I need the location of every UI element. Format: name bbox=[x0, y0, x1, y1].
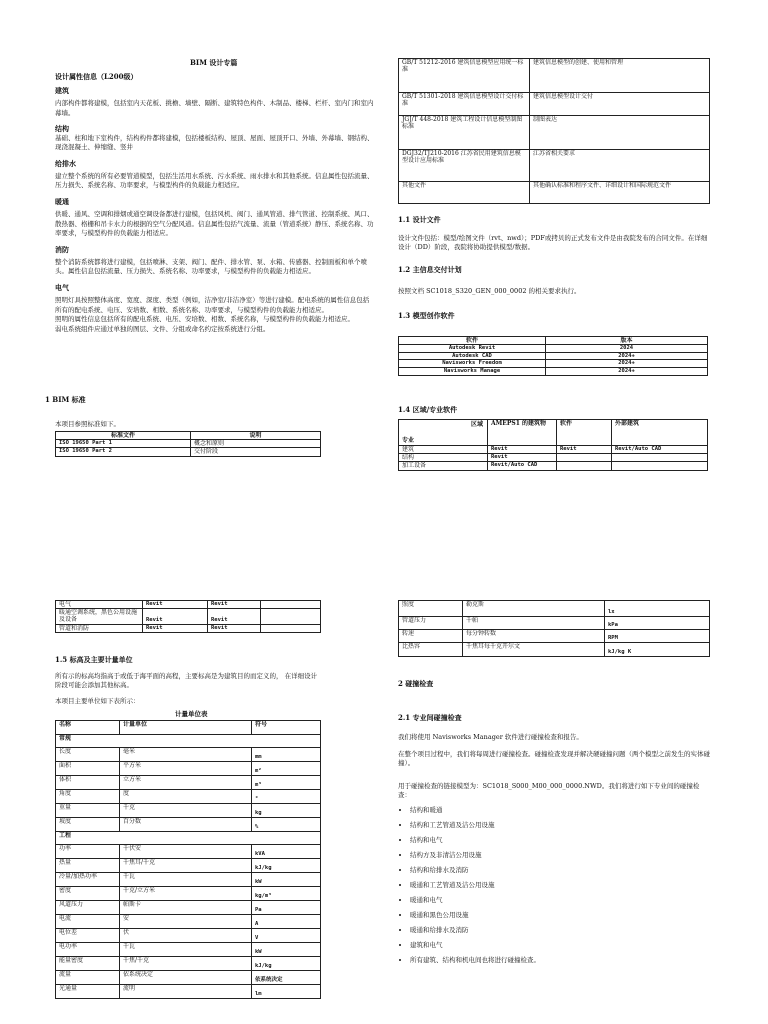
table-cell: GB/T 51212-2016 建筑信息模型应用统一标准 bbox=[399, 59, 530, 93]
table-cell: m³ bbox=[252, 776, 321, 790]
table-cell: Navisworks Manage bbox=[399, 367, 546, 375]
standards-table bbox=[55, 431, 321, 457]
table-row bbox=[56, 929, 321, 943]
table-cell: 结构 bbox=[399, 454, 488, 462]
table-cell: 2024+ bbox=[546, 352, 708, 360]
table-cell: Revit bbox=[208, 601, 261, 609]
table-cell: 千焦/千克 bbox=[120, 957, 252, 971]
section-1-2-heading: 1.2 主信息交付计划 bbox=[398, 265, 462, 274]
subtitle: 设计属性信息（L200级） bbox=[55, 72, 138, 81]
section-heading: 消防 bbox=[55, 244, 69, 254]
table-row bbox=[56, 859, 321, 873]
table-cell: 转速 bbox=[399, 630, 463, 643]
table-cell: 安 bbox=[120, 915, 252, 929]
col-header: 说明 bbox=[191, 432, 321, 440]
table-cell: 立方米 bbox=[120, 776, 252, 790]
section-2-1-p3: 用于碰撞检查的链接模型为：SC1018_S000_M00_000_0000.NWD。我们将进行如下专业间的碰撞检查： bbox=[398, 782, 700, 800]
table-cell: 毫米 bbox=[120, 748, 252, 762]
table-cell: 电气 bbox=[56, 601, 143, 609]
table-cell: 照度 bbox=[399, 601, 463, 617]
table-cell: 千帕 bbox=[463, 617, 605, 630]
table-row bbox=[56, 957, 321, 971]
page-title: BIM 设计专篇 bbox=[190, 58, 238, 67]
section-1-1-text: 设计文件包括：模型/绘图文件（rvt、nwd）；PDF或拷贝的正式发布文件是由我院发布的合同文件。在详细设计（DD）阶段，我院将协助提供模型/数据。 bbox=[398, 234, 708, 252]
section-1-3-heading: 1.3 模型创作软件 bbox=[398, 311, 455, 320]
table-cell: 度 bbox=[120, 790, 252, 804]
table-cell: 光通量 bbox=[56, 985, 120, 999]
table-cell: Revit bbox=[143, 601, 208, 609]
clash-check-list bbox=[398, 803, 722, 968]
table-row bbox=[399, 93, 710, 116]
section-text: 照明灯具按照整体高度、宽度、深度、类型（例如，洁净室/非洁净室）等进行建模。配电系统的属性信息包括所有的配电系统、电压、安培数、相数、系统名称、功率要求，与模型构件的负载能力相适应。 bbox=[55, 296, 370, 314]
table-cell: 2024+ bbox=[546, 360, 708, 368]
table-row bbox=[56, 901, 321, 915]
section-1-5-text: 所有示的标高均指高于或低于海平面的高程，主要标高是为建筑目的而定义的， 在详细设计阶段可能会添加其他标高。 bbox=[55, 672, 318, 690]
table-cell bbox=[557, 454, 612, 462]
table-cell: RPM bbox=[605, 630, 710, 643]
table-cell: 交付阶段 bbox=[191, 448, 321, 456]
table-cell: 坡度 bbox=[56, 818, 120, 832]
col-header: 符号 bbox=[252, 721, 321, 735]
units-table bbox=[55, 720, 321, 999]
table-row bbox=[56, 448, 321, 456]
section-heading: 结构 bbox=[55, 124, 69, 134]
table-cell: Autodesk Revit bbox=[399, 345, 546, 353]
table-cell: Pa bbox=[252, 901, 321, 915]
table-cell bbox=[612, 454, 708, 462]
section-2-heading: 2 碰撞检查 bbox=[398, 679, 434, 688]
table-row bbox=[56, 985, 321, 999]
table-cell: ° bbox=[252, 790, 321, 804]
table-cell: 管道和消防 bbox=[56, 624, 143, 632]
table-cell: V bbox=[252, 929, 321, 943]
units-table-continued bbox=[398, 600, 710, 657]
table-cell: GB/T 51301-2018 建筑信息模型设计交付标准 bbox=[399, 93, 530, 116]
table-row bbox=[56, 790, 321, 804]
table-cell: 加工设备 bbox=[399, 462, 488, 470]
table-cell: 千焦耳每千克开尔文 bbox=[463, 643, 605, 657]
table-group-row bbox=[56, 832, 321, 845]
table-cell: 依系统决定 bbox=[120, 971, 252, 985]
units-caption: 计量单位表 bbox=[175, 710, 208, 718]
table-cell: 平方米 bbox=[120, 762, 252, 776]
table-row bbox=[56, 887, 321, 901]
table-cell: Revit/Auto CAD bbox=[612, 446, 708, 454]
table-cell bbox=[557, 462, 612, 470]
section-1-2-text: 按照文档 SC1018_S320_GEN_000_0002 的相关要求执行。 bbox=[398, 287, 581, 295]
table-row bbox=[399, 454, 708, 462]
table-cell: m² bbox=[252, 762, 321, 776]
table-cell: 每分钟转数 bbox=[463, 630, 605, 643]
software-table bbox=[398, 336, 708, 376]
table-cell: 体积 bbox=[56, 776, 120, 790]
table-group-row bbox=[56, 735, 321, 748]
extra-text: 弱电系统组件应通过单独的图层、文件、分组或命名约定按系统进行分组。 bbox=[55, 324, 270, 333]
table-row bbox=[399, 352, 708, 360]
section-heading: 给排水 bbox=[55, 158, 76, 168]
group-label: 工程 bbox=[56, 832, 321, 845]
list-item: • 暖通和给排水及消防 bbox=[410, 923, 722, 938]
table-cell: kJ/kg bbox=[252, 859, 321, 873]
table-row bbox=[56, 762, 321, 776]
table-row bbox=[399, 462, 708, 470]
table-cell: 制图表达 bbox=[530, 116, 710, 150]
table-row bbox=[399, 116, 710, 150]
col-header: 名称 bbox=[56, 721, 120, 735]
table-cell: mm bbox=[252, 748, 321, 762]
table-cell: 千瓦 bbox=[120, 873, 252, 887]
table-row bbox=[56, 845, 321, 859]
table-cell: Revit bbox=[208, 624, 261, 632]
table-cell bbox=[261, 601, 321, 609]
table-cell: 冷量/加热功率 bbox=[56, 873, 120, 887]
table-cell: % bbox=[252, 818, 321, 832]
table-row bbox=[399, 59, 710, 93]
section-1-5-heading: 1.5 标高及主要计量单位 bbox=[55, 655, 133, 664]
section-heading: 建筑 bbox=[55, 86, 69, 95]
table-cell: kW bbox=[252, 943, 321, 957]
table-cell: lx bbox=[605, 601, 710, 617]
table-row bbox=[399, 643, 710, 657]
table-row bbox=[56, 818, 321, 832]
table-row bbox=[56, 943, 321, 957]
table-cell: Autodesk CAD bbox=[399, 352, 546, 360]
table-row bbox=[399, 446, 708, 454]
section-text: 内部构件都将建模，包括室内天花板、挑檐、墙壁、隔断、建筑特色构件、木制品、楼梯、栏杆、室内门和室内幕墙。 bbox=[55, 99, 374, 117]
table-cell: 流量 bbox=[56, 971, 120, 985]
table-cell: 暖通空调系统，黑色公用设施及设备 bbox=[56, 609, 143, 624]
col-header: 软件 bbox=[557, 420, 612, 446]
table-cell: Revit bbox=[488, 446, 557, 454]
list-item: • 结构和电气 bbox=[410, 833, 722, 848]
col-header: AMEPS1 的建筑物 bbox=[488, 420, 557, 446]
table-cell: DGJ32/TJ210-2016 江苏省民用建筑信息模型设计应用标准 bbox=[399, 150, 530, 182]
standards-table-continued bbox=[398, 58, 710, 204]
section-2-1-p1: 我们将使用 Navisworks Manager 软件进行碰撞检查和报告。 bbox=[398, 733, 583, 741]
zone-table-continued bbox=[55, 600, 321, 633]
major-label: 专业 bbox=[402, 436, 415, 444]
table-row bbox=[399, 617, 710, 630]
list-item: • 结构和给排水及消防 bbox=[410, 863, 722, 878]
table-cell: 建筑 bbox=[399, 446, 488, 454]
table-cell bbox=[261, 624, 321, 632]
section-2-1-heading: 2.1 专业间碰撞检查 bbox=[398, 713, 462, 722]
table-cell: 勒克斯 bbox=[463, 601, 605, 617]
section-1-1-heading: 1.1 设计文件 bbox=[398, 215, 441, 224]
table-row bbox=[56, 971, 321, 985]
table-cell: 千克/立方米 bbox=[120, 887, 252, 901]
table-cell: Revit bbox=[143, 624, 208, 632]
table-row bbox=[399, 360, 708, 368]
table-cell: Revit bbox=[208, 609, 261, 624]
table-cell: Navisworks Freedom bbox=[399, 360, 546, 368]
table-cell bbox=[612, 462, 708, 470]
table-cell: 千克 bbox=[120, 804, 252, 818]
section-heading: 电气 bbox=[55, 282, 69, 292]
section-2-1-p2: 在整个项目过程中，我们将每周进行碰撞检查。碰撞检查发现并解决硬碰撞问题（两个模型之前发生的实体碰撞）。 bbox=[398, 750, 710, 768]
list-item: • 暖通和黑色公用设施 bbox=[410, 908, 722, 923]
table-row bbox=[56, 804, 321, 818]
table-cell: 角度 bbox=[56, 790, 120, 804]
table-cell: 长度 bbox=[56, 748, 120, 762]
table-cell: 建筑信息模型的创建、使用和管理 bbox=[530, 59, 710, 93]
table-cell: 千瓦 bbox=[120, 943, 252, 957]
table-cell: 比热容 bbox=[399, 643, 463, 657]
list-item: • 结构和暖通 bbox=[410, 803, 722, 818]
table-cell: 依系统决定 bbox=[252, 971, 321, 985]
col-header: 外部建筑 bbox=[612, 420, 708, 446]
table-cell: 概念和原则 bbox=[191, 440, 321, 448]
list-item: • 暖通和电气 bbox=[410, 893, 722, 908]
table-cell: Revit bbox=[557, 446, 612, 454]
table-cell: 2024+ bbox=[546, 367, 708, 375]
group-label: 常规 bbox=[56, 735, 321, 748]
extra-text: 照明的属性信息包括所有的配电系统、电压、安培数、相数、系统名称，与模型构件的负载能力相适应。 bbox=[55, 315, 354, 324]
table-cell: 电功率 bbox=[56, 943, 120, 957]
list-item: • 暖通和工艺管道及洁公用设施 bbox=[410, 878, 722, 893]
table-cell: A bbox=[252, 915, 321, 929]
section-text: 基础、柱和地下室构件，结构构件都将建模，包括楼板结构、屋顶、屋面、屋顶开口、外墙、外幕墙、钢结构、现浇混凝土、伸缩缝、竖井 bbox=[55, 133, 374, 152]
list-item: • 结构和工艺管道及洁公用设施 bbox=[410, 818, 722, 833]
corner-header bbox=[399, 420, 488, 446]
table-cell: 千伏安 bbox=[120, 845, 252, 859]
section-heading: 暖通 bbox=[55, 196, 69, 206]
table-cell: kPa bbox=[605, 617, 710, 630]
table-cell: 电位差 bbox=[56, 929, 120, 943]
table-cell: 2024 bbox=[546, 345, 708, 353]
section-text: 供暖、通风、空调和排烟或通空调设备都进行建模，包括风机、阀门、通风管道、排气管道、控制系统、风口、散热器、格栅和吊卡水力的根据的空气分配风道。信息属性包括气流量、流量（管道系统）静压、系统名称、功率要求，与模型构件的负载能力相适应。 bbox=[55, 210, 374, 238]
table-row bbox=[399, 150, 710, 182]
table-cell: kVA bbox=[252, 845, 321, 859]
table-row bbox=[56, 440, 321, 448]
table-cell: 其他文件 bbox=[399, 182, 530, 204]
section-text: 整个消防系统都将进行建模，包括喷淋、支架、阀门、配件、排水管、泵、水箱、传感器、控制面板和单个喷头。属性信息包括流量、压力损失、系统名称、功率要求，与模型构件的负载能力相适应。 bbox=[55, 257, 367, 276]
table-cell: 热量 bbox=[56, 859, 120, 873]
table-cell: 电流 bbox=[56, 915, 120, 929]
section-text: 建立整个系统的所有必要管道模型，包括生活用水系统、污水系统、雨水排水和其他系统。信息属性包括流量、压力损失、系统名称、功率要求，与模型构件的负载能力相适应。 bbox=[55, 172, 374, 190]
table-cell: 流明 bbox=[120, 985, 252, 999]
table-cell: kJ/kg bbox=[252, 957, 321, 971]
section-1-4-heading: 1.4 区域/专业软件 bbox=[398, 405, 458, 414]
table-cell: 伏 bbox=[120, 929, 252, 943]
table-cell: 风道压力 bbox=[56, 901, 120, 915]
table-cell: ISO 19650 Part 1 bbox=[56, 440, 191, 448]
table-cell: 其他确认标准和程序文件、详细设计和国际规范文件 bbox=[530, 182, 710, 204]
table-cell: ISO 19650 Part 2 bbox=[56, 448, 191, 456]
col-header: 标准文件 bbox=[56, 432, 191, 440]
design-attributes bbox=[55, 86, 375, 334]
units-intro: 本项目主要单位如下表所示： bbox=[55, 697, 140, 705]
table-row bbox=[399, 367, 708, 375]
table-row bbox=[399, 345, 708, 353]
table-cell: 面积 bbox=[56, 762, 120, 776]
table-row bbox=[56, 776, 321, 790]
table-cell: JGJ/T 448-2018 建筑工程设计信息模型制图标准 bbox=[399, 116, 530, 150]
table-row bbox=[56, 873, 321, 887]
table-cell: 建筑信息模型设计交付 bbox=[530, 93, 710, 116]
table-row bbox=[399, 601, 710, 617]
table-cell: 管道压力 bbox=[399, 617, 463, 630]
table-row bbox=[56, 601, 321, 609]
table-cell: kg bbox=[252, 804, 321, 818]
list-item: • 所有建筑、结构和机电间也将进行碰撞检查。 bbox=[410, 953, 722, 968]
table-row bbox=[399, 182, 710, 204]
table-cell: 江苏省相关要求 bbox=[530, 150, 710, 182]
bim-standards-heading: 1 BIM 标准 bbox=[45, 395, 86, 404]
table-cell: kJ/kg K bbox=[605, 643, 710, 657]
col-header: 软件 bbox=[399, 337, 546, 345]
list-item: • 建筑和电气 bbox=[410, 938, 722, 953]
table-cell: Revit/Auto CAD bbox=[488, 462, 557, 470]
table-cell: kg/m³ bbox=[252, 887, 321, 901]
table-cell: Revit bbox=[143, 609, 208, 624]
table-cell: 重量 bbox=[56, 804, 120, 818]
table-row bbox=[56, 748, 321, 762]
col-header: 版本 bbox=[546, 337, 708, 345]
table-cell bbox=[261, 609, 321, 624]
zone-software-table bbox=[398, 419, 708, 471]
table-cell: 帕斯卡 bbox=[120, 901, 252, 915]
col-header: 计量单位 bbox=[120, 721, 252, 735]
table-row bbox=[399, 630, 710, 643]
table-row bbox=[56, 624, 321, 632]
table-cell: 能量密度 bbox=[56, 957, 120, 971]
table-cell: 千焦耳/千克 bbox=[120, 859, 252, 873]
table-cell: lm bbox=[252, 985, 321, 999]
table-cell: 功率 bbox=[56, 845, 120, 859]
table-cell: 百分数 bbox=[120, 818, 252, 832]
zone-label: 区域 bbox=[470, 421, 483, 428]
list-item: • 结构方及非清洁公用设施 bbox=[410, 848, 722, 863]
bim-intro: 本项目参照标准如下。 bbox=[55, 420, 120, 428]
table-cell: kW bbox=[252, 873, 321, 887]
table-cell: 密度 bbox=[56, 887, 120, 901]
table-row bbox=[56, 915, 321, 929]
table-cell: Revit bbox=[488, 454, 557, 462]
table-row bbox=[56, 609, 321, 624]
